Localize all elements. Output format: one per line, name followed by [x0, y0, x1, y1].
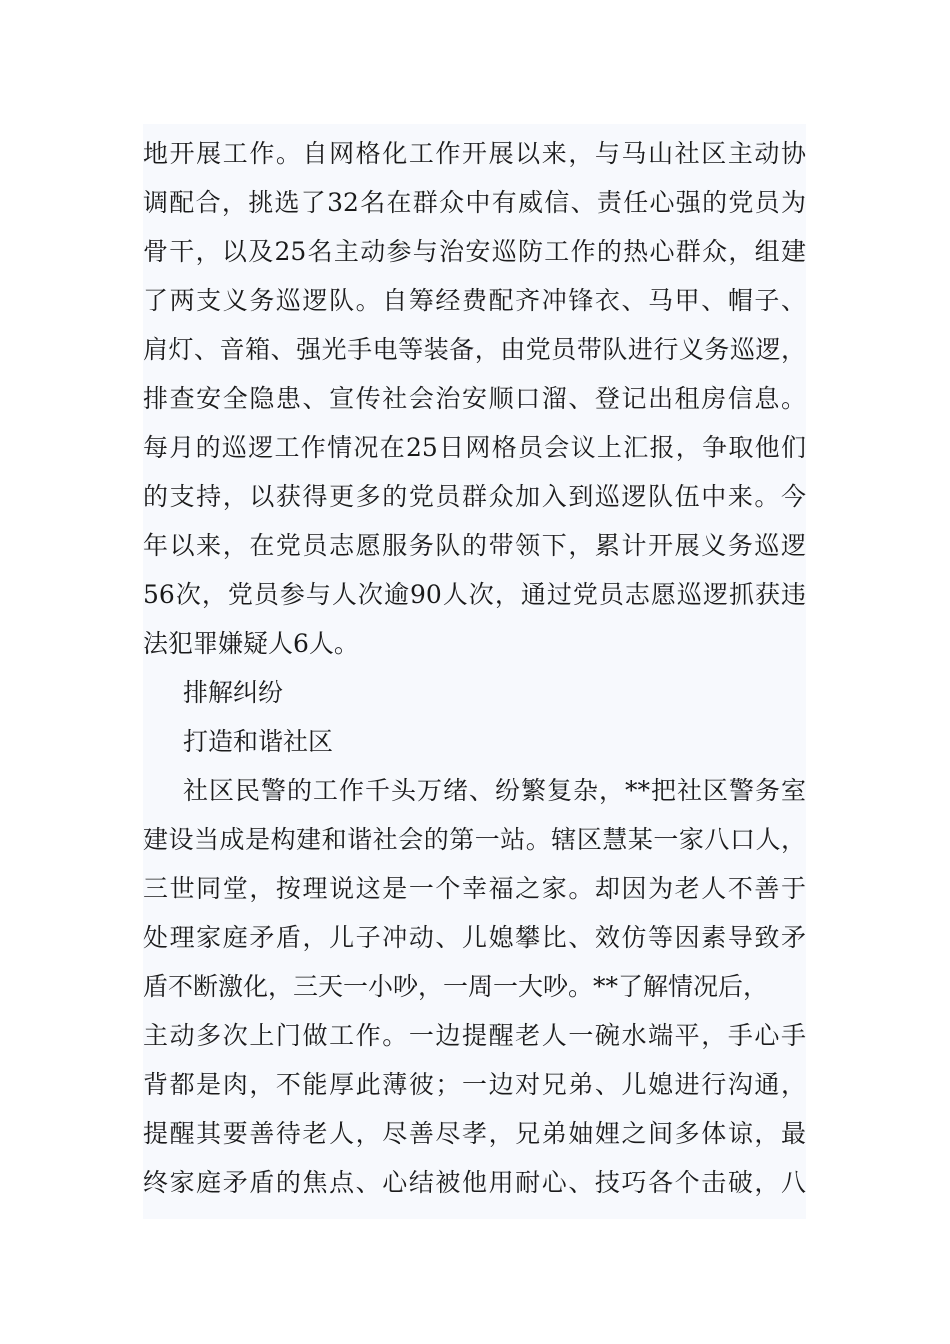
text-line: 主动多次上门做工作。一边提醒老人一碗水端平，手心手	[143, 1021, 806, 1050]
text-line: 地开展工作。自网格化工作开展以来，与马山社区主动协	[143, 139, 806, 168]
text-line: 排查安全隐患、宣传社会治安顺口溜、登记出租房信息。	[143, 384, 806, 413]
text-line: 处理家庭矛盾，儿子冲动、儿媳攀比、效仿等因素导致矛	[143, 923, 806, 952]
section-heading: 排解纠纷	[183, 678, 284, 707]
section-heading: 打造和谐社区	[183, 727, 334, 756]
text-line: 肩灯、音箱、强光手电等装备，由党员带队进行义务巡逻，	[143, 335, 806, 364]
text-line: 每月的巡逻工作情况在25日网格员会议上汇报，争取他们	[143, 433, 806, 462]
text-line: 终家庭矛盾的焦点、心结被他用耐心、技巧各个击破，八	[143, 1168, 806, 1197]
text-line: 背都是肉，不能厚此薄彼；一边对兄弟、儿媳进行沟通，	[143, 1070, 806, 1099]
text-line: 年以来，在党员志愿服务队的带领下，累计开展义务巡逻	[143, 531, 806, 560]
text-line: 骨干，以及25名主动参与治安巡防工作的热心群众，组建	[143, 237, 806, 266]
text-line: 社区民警的工作千头万绪、纷繁复杂，**把社区警务室	[183, 776, 806, 805]
text-block	[143, 124, 806, 1219]
text-line: 的支持，以获得更多的党员群众加入到巡逻队伍中来。今	[143, 482, 806, 511]
text-line: 盾不断激化，三天一小吵，一周一大吵。**了解情况后，	[143, 972, 769, 1001]
text-line: 调配合，挑选了32名在群众中有威信、责任心强的党员为	[143, 188, 806, 217]
text-line: 56次，党员参与人次逾90人次，通过党员志愿巡逻抓获违	[143, 580, 806, 609]
text-line: 了两支义务巡逻队。自筹经费配齐冲锋衣、马甲、帽子、	[143, 286, 806, 315]
text-line: 建设当成是构建和谐社会的第一站。辖区慧某一家八口人，	[143, 825, 806, 854]
text-line: 提醒其要善待老人，尽善尽孝，兄弟妯娌之间多体谅，最	[143, 1119, 806, 1148]
text-line: 法犯罪嫌疑人6人。	[143, 629, 359, 658]
text-line: 三世同堂，按理说这是一个幸福之家。却因为老人不善于	[143, 874, 806, 903]
